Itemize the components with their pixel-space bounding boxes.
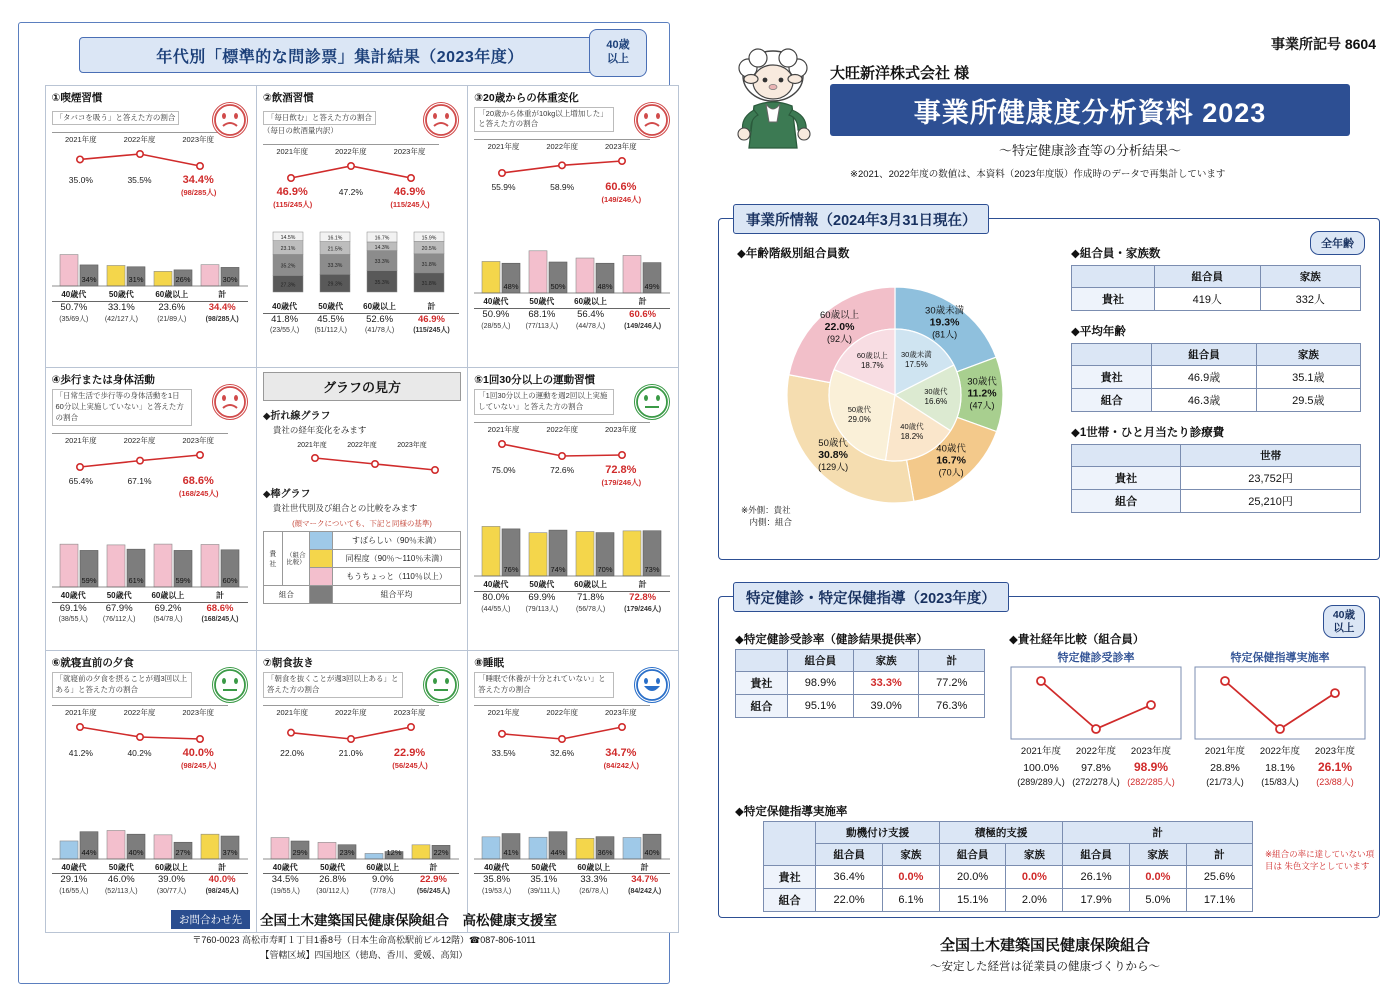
svg-text:特定保健指導実施率: 特定保健指導実施率 [1230,652,1330,664]
table-cell: 0.0% [1006,866,1063,889]
table-cell: 17.1% [1186,889,1252,912]
table-cell: 332人 [1260,288,1360,311]
panel2-age-pill: 40歳 以上 [1323,605,1365,638]
svg-text:19.3%: 19.3% [929,316,960,329]
svg-text:70%: 70% [597,564,613,574]
table-cell: 20.0% [939,866,1006,889]
table-cell: 15.1% [939,889,1006,912]
svg-text:50%: 50% [550,282,566,292]
survey-item-③ [467,85,679,369]
year-labels: 2021年度 2022年度 2023年度 [52,705,228,718]
graph-legend-cell: グラフの見方 ◆折れ線グラフ 貴社の経年変化をみます 2021年度 2022年度 2023年度 ◆棒グラフ 貴社世代別及び組合との比較をみます (顔マークについても、下記と同様の基準) 貴 社 （組合比較） すばらしい（90％未満） 同程度（90％～110％未満） もうちょっと（110％以上） 組合 組合平均 [256,367,468,651]
bar-chart [52,202,248,288]
survey-item-⑦ [256,650,468,934]
item-title: ⑥就寝直前の夕食 [51,656,134,669]
table-cell: 貴社 [736,672,788,695]
svg-text:40%: 40% [644,847,660,857]
item-table: 40歳代 50歳代 60歳以上 計 35.8% 35.1% 33.3% 34.7% (19/53人) (39/111人) (26/78人) (84/242人) [474,863,670,897]
svg-text:14.5%: 14.5% [280,234,296,241]
trend-line-chart [52,447,228,473]
avg-age-table [1071,343,1361,412]
table-header-cell [1072,445,1181,467]
table-row [764,889,1253,912]
svg-text:59%: 59% [80,575,97,585]
svg-text:(282/285人): (282/285人) [1127,777,1175,787]
item-table: 40歳代 50歳代 60歳以上 計 80.0% 69.9% 71.8% 72.8% (44/55人) (79/113人) (56/78人) (179/246人) [474,580,670,614]
svg-text:23%: 23% [339,847,355,857]
svg-text:(15/83人): (15/83人) [1261,777,1299,787]
svg-text:27%: 27% [174,847,191,857]
year-labels: 2021年度 2022年度 2023年度 [474,422,650,435]
legend-line-text: 貴社の経年変化をみます [272,425,367,436]
bar-chart [52,775,248,861]
survey-item-⑥ [45,650,257,934]
panel-checkup [718,590,1380,918]
svg-text:35.3%: 35.3% [374,279,390,286]
svg-text:30歳未満: 30歳未満 [925,305,965,317]
pie-title: ◆年齢階級別組合員数 [737,248,850,260]
svg-text:14.3%: 14.3% [374,244,390,251]
svg-text:26.1%: 26.1% [1317,760,1353,774]
table-cell: 35.1歳 [1256,366,1360,389]
svg-text:97.8%: 97.8% [1081,762,1111,774]
table-header-cell: 家族 [853,650,919,672]
face-icon-sad [634,102,670,138]
survey-item-⑤ [467,367,679,651]
item-subtitle: 「20歳から体重が10kg以上増加した」と答えた方の割合 [474,107,614,133]
footer-org: 全国土木建築国民健康保険組合 [939,937,1150,954]
table-cell: 0.0% [882,866,939,889]
bar-chart [52,503,248,589]
item-table: 40歳代 50歳代 60歳以上 計 29.1% 46.0% 39.0% 40.0% (16/55人) (52/113人) (30/77人) (98/245人) [52,863,248,897]
svg-text:40%: 40% [127,847,144,857]
svg-text:18.1%: 18.1% [1265,762,1295,774]
svg-text:28.8%: 28.8% [1210,762,1240,774]
table-cell: 98.9% [787,672,853,695]
table-header-cell [736,650,788,672]
table-cell: 77.2% [919,672,985,695]
table-cell: 貴社 [1072,467,1181,490]
age-badge: 40歳 以上 [589,29,647,77]
svg-text:76%: 76% [503,564,519,574]
rate-title: ◆特定健診受診率（健診結果提供率） [735,634,928,646]
legend-bar-text: 貴社世代別及び組合との比較をみます [272,503,418,514]
table-cell: 26.1% [1063,866,1130,889]
panel1-tables [1071,245,1367,513]
svg-text:31%: 31% [127,275,144,285]
avg-age-title: ◆平均年齢 [1071,326,1126,338]
legend-bar-title: ◆棒グラフ [262,489,311,501]
table-row [1072,467,1361,490]
svg-text:(289/289人): (289/289人) [1017,777,1065,787]
table-header-cell: 組合員 [1152,344,1256,366]
face-icon-sad [423,102,459,138]
item-subtitle: 「日常生活で歩行等の身体活動を1日60分以上実施していない」と答えた方の割合 [52,389,192,426]
table-cell: 17.9% [1063,889,1130,912]
trend-title: ◆貴社経年比較（組合員） [1009,634,1145,646]
item-subtitle: 「就寝前の夕食を摂ることが週3回以上ある」と答えた方の割合 [52,672,192,698]
table-cell: 33.3% [853,672,919,695]
svg-text:(21/73人): (21/73人) [1206,777,1244,787]
face-icon-neutral [634,384,670,420]
legend-face-note: (顔マークについても、下記と同様の基準) [292,519,432,529]
medical-cost-table [1071,444,1361,513]
contact-tag: お問合わせ先 [171,910,250,929]
contact-area: 【管轄区域】四国地区（徳島、香川、愛媛、高知） [260,950,468,960]
table-row [764,866,1253,889]
table-cell: 5.0% [1129,889,1186,912]
medical-cost-title: ◆1世帯・ひと月当たり診療費 [1071,427,1225,439]
trend-charts [1007,649,1367,799]
left-page [0,0,690,1000]
svg-text:44%: 44% [550,847,566,857]
contact-address: 〒760-0023 高松市寿町１丁目1番8号（日本生命高松駅前ビル12階）☎087-806-1011 [192,935,536,945]
svg-text:30歳代: 30歳代 [924,387,948,397]
svg-text:74%: 74% [550,564,566,574]
item-subtitle2: （毎日の飲酒量内訳） [262,126,338,136]
table-cell: 2.0% [1006,889,1063,912]
table-cell: 組合 [764,889,816,912]
table-cell: 36.4% [816,866,883,889]
table-header-cell: 動機付け支援 [816,822,940,844]
table-cell: 39.0% [853,695,919,718]
trend-line-chart [474,719,650,745]
table-header-cell: 家族 [1260,266,1360,288]
survey-item-① [45,85,257,369]
trend-line-chart [52,146,228,172]
trend-line-chart [263,158,439,184]
panel-business-info [718,212,1380,560]
survey-grid [45,85,679,933]
bar-chart [474,209,670,295]
guide-title: ◆特定保健指導実施率 [735,806,848,818]
table-header-cell: 組合員 [816,844,883,866]
item-table: 40歳代 50歳代 60歳以上 計 41.8% 45.5% 52.6% 46.9% (23/55人) (51/112人) (41/78人) (115/245人) [263,302,459,336]
table-header-cell: 組合員 [787,650,853,672]
svg-text:2021年度: 2021年度 [1020,746,1062,757]
table-cell: 95.1% [787,695,853,718]
table-cell: 22.0% [816,889,883,912]
table-cell: 76.3% [919,695,985,718]
svg-text:16.7%: 16.7% [936,454,966,467]
svg-text:16.1%: 16.1% [327,235,343,242]
table-row [736,672,985,695]
item-subtitle: 「1回30分以上の運動を週2回以上実施していない」と答えた方の割合 [474,389,614,415]
svg-text:27.3%: 27.3% [280,282,296,289]
table-header-cell: 組合員 [1155,266,1261,288]
svg-text:(92人): (92人) [827,333,853,344]
year-values: 22.0% 21.0% 22.9%(56/245人) [280,746,428,770]
svg-text:98.9%: 98.9% [1133,760,1169,774]
table-row [1072,288,1361,311]
year-values: 41.2% 40.2% 40.0%(98/245人) [68,746,217,770]
face-icon-sad [212,384,248,420]
svg-text:16.7%: 16.7% [374,235,390,242]
table-header-cell: 計 [1186,844,1252,866]
svg-text:30歳未満: 30歳未満 [900,350,932,360]
table-header-cell: 家族 [1129,844,1186,866]
svg-text:2022年度: 2022年度 [1259,746,1301,757]
svg-text:29.3%: 29.3% [327,281,343,288]
left-title-text: 年代別「標準的な問診票」集計結果（2023年度） [156,48,524,66]
contact-org: 全国土木建築国民健康保険組合 高松健康支援室 [260,913,557,928]
svg-text:33.3%: 33.3% [327,262,343,269]
svg-text:40歳代: 40歳代 [936,443,966,455]
item-title: ②飲酒習慣 [262,91,314,104]
table-row [1072,366,1361,389]
item-subtitle: 「タバコを吸う」と答えた方の割合 [52,111,180,126]
face-icon-sad [212,102,248,138]
rate-table [735,649,985,718]
svg-text:30歳代: 30歳代 [967,376,997,388]
table-header-cell: 家族 [1006,844,1063,866]
svg-text:22.0%: 22.0% [824,320,855,333]
svg-text:22%: 22% [433,847,449,857]
table-header-cell: 世帯 [1181,445,1361,467]
svg-text:49%: 49% [644,282,660,292]
item-subtitle: 「毎日飲む」と答えた方の割合 [263,111,376,126]
svg-text:26%: 26% [174,275,191,285]
table-header-cell [764,822,816,866]
table-cell: 貴社 [1072,288,1155,311]
table-cell: 貴社 [764,866,816,889]
svg-text:34%: 34% [80,275,97,285]
table-header-cell: 計 [1063,822,1253,844]
trend-line-chart [52,719,228,745]
svg-text:73%: 73% [644,564,660,574]
year-labels: 2021年度 2022年度 2023年度 [52,132,228,145]
table-cell: 29.5歳 [1256,389,1360,412]
table-row [736,695,985,718]
footer-slogan: ～安定した経営は従業員の健康づくりから～ [930,961,1160,973]
panel2-tab: 特定健診・特定保健指導（2023年度） [733,582,1009,612]
footer [690,934,1400,974]
panel1-tab: 事業所情報（2024年3月31日現在） [733,204,989,234]
bar-chart [263,775,459,861]
year-labels: 2021年度 2022年度 2023年度 [263,705,439,718]
table-header-cell [1072,266,1155,288]
svg-text:60歳以上: 60歳以上 [820,309,860,321]
svg-text:2023年度: 2023年度 [1314,746,1356,757]
legend-header: グラフの見方 [263,372,461,401]
svg-text:29%: 29% [292,847,308,857]
table-header-cell [1072,344,1152,366]
item-title: ①喫煙習慣 [51,91,103,104]
svg-text:44%: 44% [80,847,97,857]
left-frame [18,22,670,984]
table-cell: 6.1% [882,889,939,912]
svg-text:2022年度: 2022年度 [1075,746,1117,757]
year-values: 33.5% 32.6% 34.7%(84/242人) [491,746,640,770]
svg-text:31.8%: 31.8% [421,261,437,268]
svg-text:21.5%: 21.5% [327,246,343,253]
table-cell: 25.6% [1186,866,1252,889]
table-row [1072,389,1361,412]
year-labels: 2021年度 2022年度 2023年度 [52,433,228,446]
table-header-cell: 家族 [1256,344,1360,366]
sheep-mascot-icon [718,46,828,158]
main-title-text: 事業所健康度分析資料 2023 [913,97,1267,128]
item-subtitle: 「朝食を抜くことが週3回以上ある」と答えた方の割合 [263,672,403,698]
svg-text:12%: 12% [386,847,402,857]
survey-item-⑧ [467,650,679,934]
svg-text:18.2%: 18.2% [900,432,924,442]
table-cell: 組合 [1072,490,1181,513]
year-values: 75.0% 72.6% 72.8%(179/246人) [491,463,642,487]
table-header-cell: 家族 [882,844,939,866]
item-title: ⑦朝食抜き [262,656,314,669]
guide-table [763,821,1253,912]
svg-text:50歳代: 50歳代 [847,405,872,415]
face-icon-happy [634,667,670,703]
item-table: 40歳代 50歳代 60歳以上 計 69.1% 67.9% 69.2% 68.6% (38/55人) (76/112人) (54/78人) (168/245人) [52,591,248,625]
table-header-cell: 積極的支援 [939,822,1063,844]
table-header-cell: 組合員 [939,844,1006,866]
svg-text:(70人): (70人) [938,467,964,478]
legend-table: 貴 社 （組合比較） すばらしい（90％未満） 同程度（90％～110％未満） もうちょっと（110％以上） 組合 組合平均 [263,531,461,604]
item-title: ⑤1回30分以上の運動習慣 [474,374,596,387]
year-labels: 2021年度 2022年度 2023年度 [474,705,650,718]
trend-line-chart [263,719,439,745]
red-note: ※組合の率に達していない項目は 朱色文字としています [1265,849,1375,871]
legend-line-title: ◆折れ線グラフ [262,411,331,423]
item-table: 40歳代 50歳代 60歳以上 計 50.9% 68.1% 56.4% 60.6% (28/55人) (77/113人) (44/78人) (149/246人) [474,297,670,331]
svg-text:60歳以上: 60歳以上 [856,350,888,360]
svg-text:(81人): (81人) [932,329,958,340]
table-cell: 貴社 [1072,366,1152,389]
svg-text:29.0%: 29.0% [848,415,871,425]
year-values: 35.0% 35.5% 34.4%(98/285人) [68,174,217,198]
pie-chart [727,263,1063,543]
table-header-cell: 計 [919,650,985,672]
item-subtitle: 「睡眠で休養が十分とれていない」と答えた方の割合 [474,672,614,698]
item-title: ③20歳からの体重変化 [474,91,579,104]
table-cell: 組合 [1072,389,1152,412]
main-title [830,84,1350,136]
svg-text:16.6%: 16.6% [924,397,948,407]
bar-chart [474,492,670,578]
svg-text:41%: 41% [503,847,519,857]
bar-chart [263,214,459,300]
trend-line-chart [474,436,650,462]
table-header-cell: 組合員 [1063,844,1130,866]
bar-chart [474,775,670,861]
svg-text:2023年度: 2023年度 [1130,746,1172,757]
svg-text:61%: 61% [127,575,144,585]
svg-text:(129人): (129人) [818,462,849,473]
face-icon-neutral [423,667,459,703]
company-name: 大旺新洋株式会社 様 [830,65,970,82]
table-row [1072,490,1361,513]
members-title: ◆組合員・家族数 [1071,248,1161,260]
svg-text:50歳代: 50歳代 [818,438,848,450]
svg-text:17.5%: 17.5% [905,360,928,370]
item-table: 40歳代 50歳代 60歳以上 計 50.7% 33.1% 23.6% 34.4% (35/69人) (42/127人) (21/89人) (98/285人) [52,290,248,324]
top-note: ※2021、2022年度の数値は、本資料（2023年度版）作成時のデータで再集計しています [850,169,1226,180]
svg-text:18.7%: 18.7% [860,360,884,370]
svg-text:30.8%: 30.8% [818,449,848,462]
svg-text:11.2%: 11.2% [967,387,997,400]
svg-text:(23/88人): (23/88人) [1316,777,1354,787]
survey-item-② [256,85,468,369]
svg-text:(272/278人): (272/278人) [1072,777,1120,787]
svg-text:48%: 48% [597,282,613,292]
pie-note: ※外側：貴社 内側：組合 [741,505,793,527]
table-cell: 419人 [1155,288,1261,311]
left-page-title [79,37,601,73]
survey-item-④ [45,367,257,651]
svg-text:100.0%: 100.0% [1023,762,1059,774]
svg-text:33.3%: 33.3% [374,259,390,266]
svg-text:48%: 48% [503,282,519,292]
face-icon-neutral [212,667,248,703]
trend-line-chart [474,153,650,179]
svg-text:37%: 37% [221,847,238,857]
table-cell: 0.0% [1129,866,1186,889]
svg-text:20.5%: 20.5% [421,246,437,253]
item-title: ④歩行または身体活動 [51,374,155,387]
panel1-age-pill: 全年齢 [1310,231,1365,255]
table-cell: 23,752円 [1181,467,1361,490]
year-values: 55.9% 58.9% 60.6%(149/246人) [491,181,642,205]
svg-text:15.9%: 15.9% [421,235,437,242]
members-table [1071,265,1361,311]
year-values: 46.9%(115/245人) 47.2% 46.9%(115/245人) [273,185,430,209]
svg-text:36%: 36% [597,847,613,857]
right-page [690,0,1400,1000]
svg-text:60%: 60% [221,575,238,585]
table-cell: 25,210円 [1181,490,1361,513]
svg-text:35.2%: 35.2% [280,263,296,270]
svg-text:59%: 59% [174,575,191,585]
item-table: 40歳代 50歳代 60歳以上 計 34.5% 26.8% 9.0% 22.9% (19/55人) (30/112人) (7/78人) (56/245人) [263,863,459,897]
svg-text:2021年度: 2021年度 [1204,746,1246,757]
business-number: 事業所記号 8604 [1270,36,1376,52]
svg-text:31.8%: 31.8% [421,280,437,287]
svg-text:23.1%: 23.1% [280,245,296,252]
table-cell: 46.3歳 [1152,389,1256,412]
table-cell: 組合 [736,695,788,718]
year-values: 65.4% 67.1% 68.6%(168/245人) [68,474,219,498]
svg-text:特定健診受診率: 特定健診受診率 [1057,652,1135,664]
table-cell: 46.9歳 [1152,366,1256,389]
svg-text:30%: 30% [221,275,238,285]
contact-block [59,909,669,961]
sub-title: ～特定健康診査等の分析結果～ [998,143,1181,158]
year-labels: 2021年度 2022年度 2023年度 [474,139,650,152]
item-title: ⑧睡眠 [474,656,505,669]
svg-text:40歳代: 40歳代 [900,422,924,432]
svg-text:(47人): (47人) [969,400,995,411]
year-labels: 2021年度 2022年度 2023年度 [263,144,439,157]
